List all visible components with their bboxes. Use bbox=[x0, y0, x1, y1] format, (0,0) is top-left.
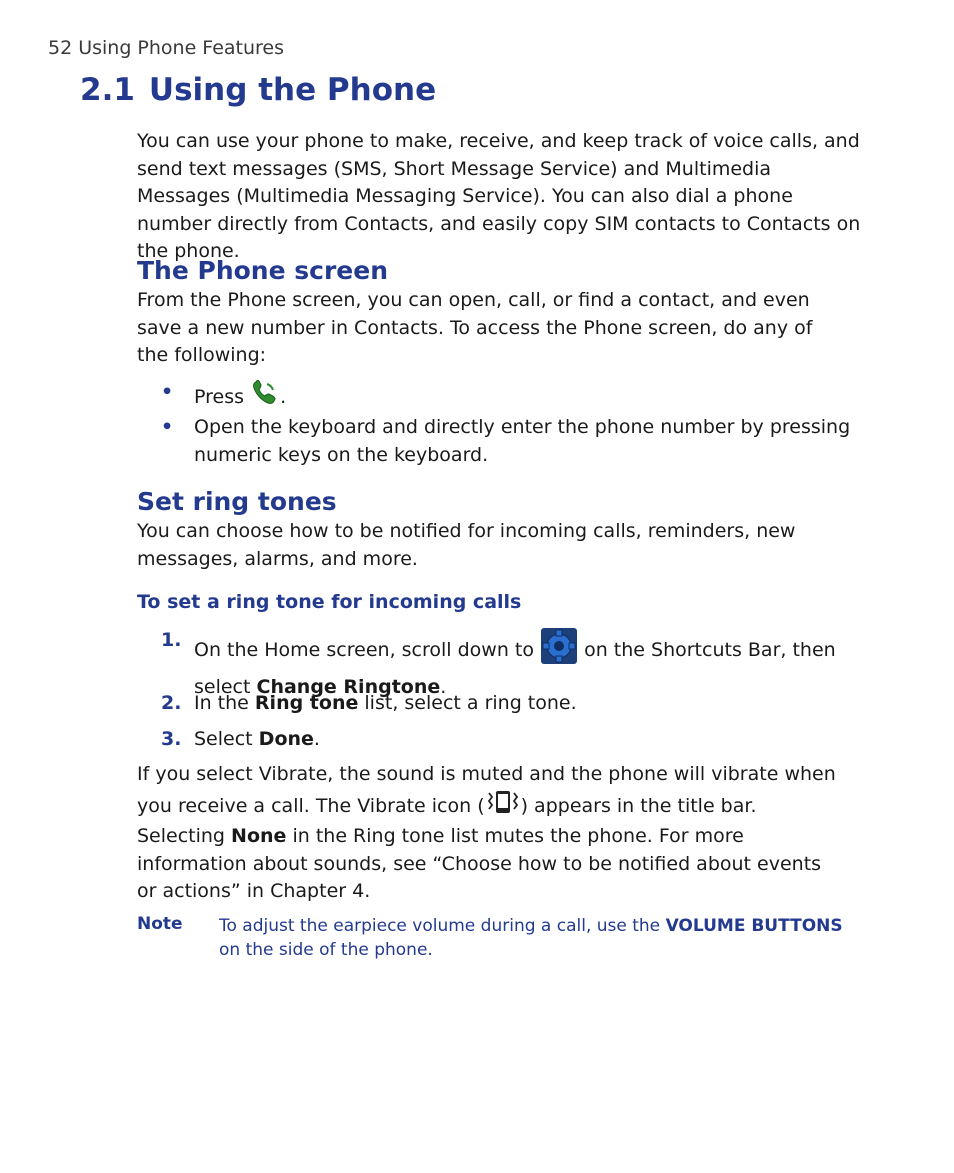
vibrate-paragraph bbox=[137, 761, 837, 906]
settings-gear-icon bbox=[540, 627, 578, 674]
running-header bbox=[48, 37, 284, 59]
note-label: Note bbox=[137, 914, 183, 934]
step-text-end: . bbox=[313, 728, 320, 750]
vibrate-text-3: in the Ring tone list mutes the phone. For more information about sounds, see “Choose how to be notified about events or actions” in Chapter 4. bbox=[137, 825, 822, 902]
section-title-text: Using the Phone bbox=[148, 72, 437, 108]
bullet-marker: • bbox=[161, 381, 174, 403]
bullet-marker: • bbox=[161, 416, 174, 438]
vibrate-icon bbox=[485, 789, 521, 824]
step-bold-term: Change Ringtone bbox=[256, 675, 441, 698]
step-text: On the Home screen, scroll down to bbox=[194, 638, 534, 661]
bullet-text: Press bbox=[194, 385, 245, 408]
step-text-end: . bbox=[440, 675, 447, 698]
intro-paragraph: You can use your phone to make, receive, and keep track of voice calls, and send text messages (SMS, Short Message Service) and Multimedia Messages (Multimedia Messaging Service). You can also dial a phone number directly from Contacts, and easily copy SIM contacts to Contacts on the phone. bbox=[137, 130, 861, 262]
section-title bbox=[80, 72, 436, 108]
step-text: In the bbox=[194, 692, 249, 714]
note-text bbox=[219, 914, 859, 962]
note-text-2: on the side of the phone. bbox=[219, 940, 433, 960]
ring-tones-heading: Set ring tones bbox=[137, 487, 337, 516]
step-text: Select bbox=[194, 728, 253, 750]
vibrate-text-2: ) appears in the title bar. Selecting bbox=[137, 794, 757, 847]
bullet-text: Open the keyboard and directly enter the phone number by pressing numeric keys on the keyboard. bbox=[194, 416, 851, 466]
note-text-1: To adjust the earpiece volume during a call, use the bbox=[219, 916, 661, 936]
step-bold-term: Ring tone bbox=[254, 692, 359, 714]
step-number: 2. bbox=[161, 692, 182, 714]
phone-call-icon bbox=[250, 379, 280, 416]
section-number: 2.1 bbox=[80, 72, 135, 108]
vibrate-text-1: If you select Vibrate, the sound is muted and the phone will vibrate when you receive a call. The Vibrate icon ( bbox=[137, 763, 836, 817]
bullet-text-end: . bbox=[280, 385, 287, 408]
step-text-cont: on the Shortcuts Bar, then select bbox=[194, 638, 836, 698]
step-number: 3. bbox=[161, 728, 182, 750]
vibrate-bold-term: None bbox=[231, 825, 287, 847]
step-text-end: list, select a ring tone. bbox=[364, 692, 577, 714]
step-number: 1. bbox=[161, 629, 182, 651]
phone-screen-heading: The Phone screen bbox=[137, 256, 389, 285]
chapter-title: Using Phone Features bbox=[78, 37, 285, 59]
step-bold-term: Done bbox=[258, 728, 314, 750]
phone-screen-body: From the Phone screen, you can open, call, or find a contact, and even save a new number in Contacts. To access the Phone screen, do any of the following: bbox=[137, 289, 813, 366]
note-bold-term: VOLUME BUTTONS bbox=[665, 916, 843, 936]
ring-tones-body: You can choose how to be notified for incoming calls, reminders, new messages, alarms, and more. bbox=[137, 520, 796, 570]
ring-tone-procedure-heading: To set a ring tone for incoming calls bbox=[137, 591, 522, 613]
page-number: 52 bbox=[48, 37, 73, 59]
